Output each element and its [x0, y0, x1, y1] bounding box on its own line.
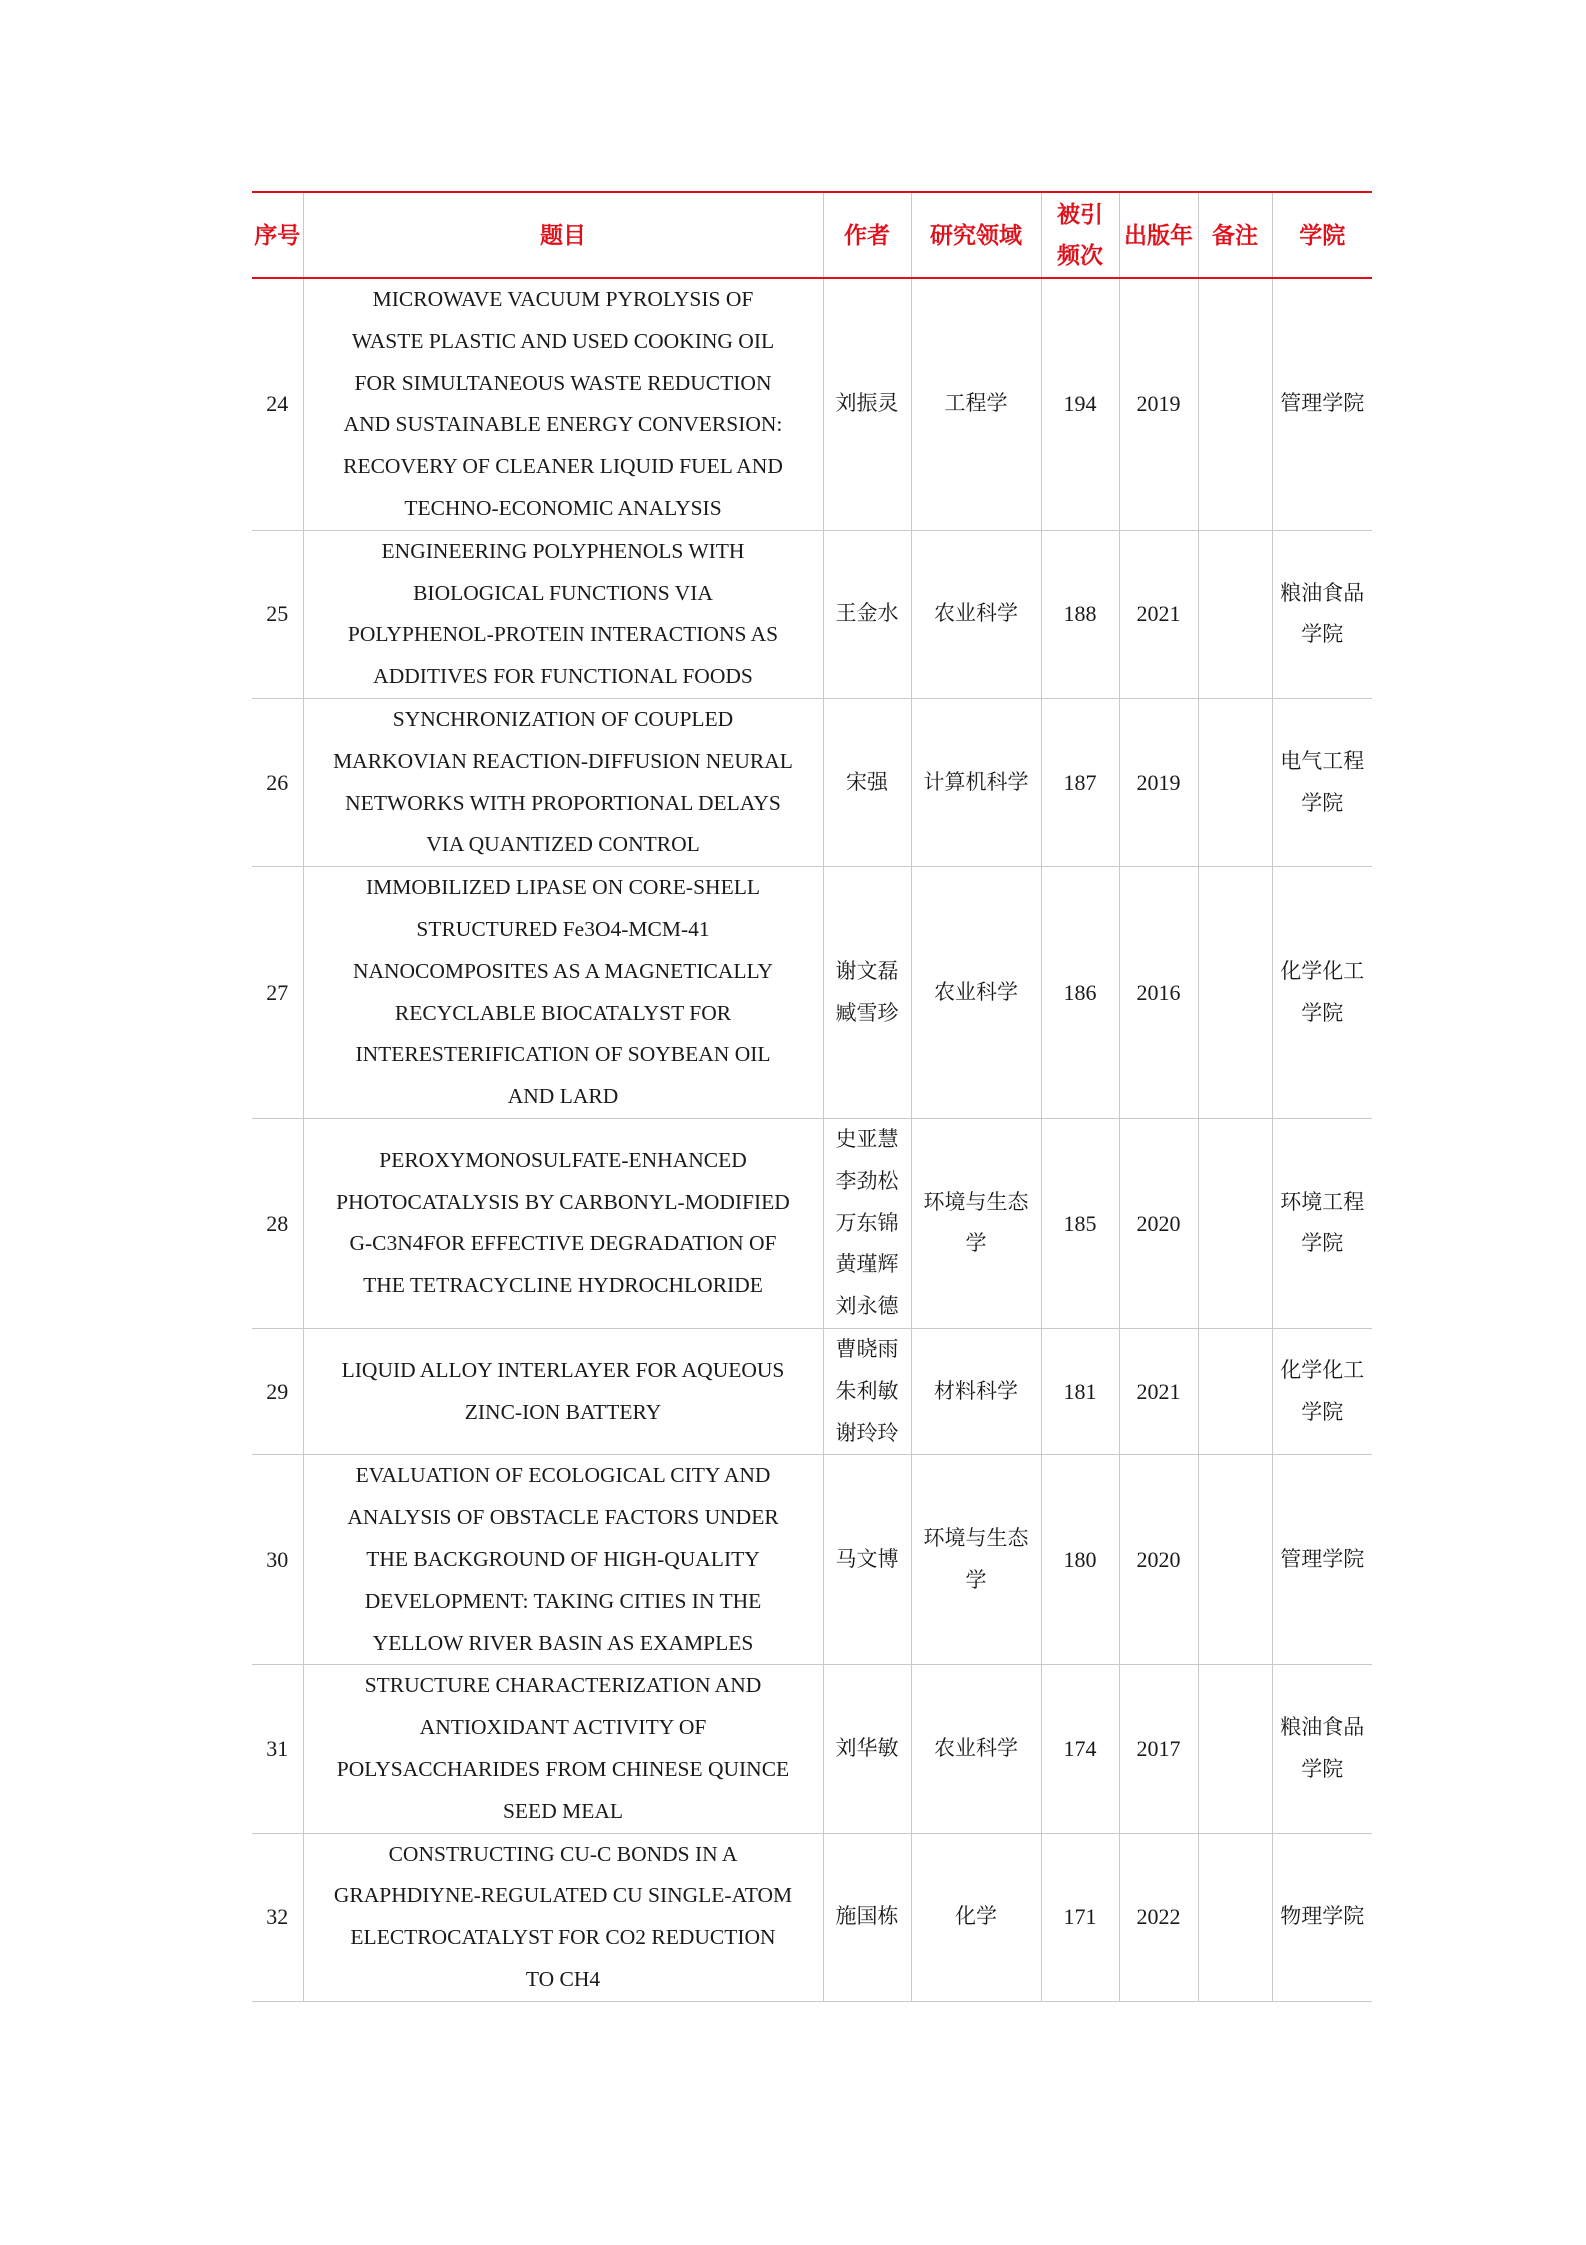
header-citations-line2: 频次	[1057, 243, 1103, 268]
title-line: SEED MEAL	[502, 1798, 624, 1823]
field-line: 农业科学	[934, 601, 1018, 626]
cell-index: 29	[252, 1328, 303, 1454]
school-line: 管理学院	[1280, 1546, 1365, 1571]
title-line: BIOLOGICAL FUNCTIONS VIA	[413, 580, 713, 605]
title-line: FOR SIMULTANEOUS WASTE REDUCTION	[354, 370, 772, 395]
header-row	[252, 192, 1372, 278]
cell-school	[1272, 1833, 1372, 2001]
author-name: 刘华敏	[835, 1736, 899, 1761]
title-line: ADDITIVES FOR FUNCTIONAL FOODS	[373, 664, 753, 689]
title-line: THE BACKGROUND OF HIGH-QUALITY	[366, 1546, 760, 1571]
table-row	[252, 278, 1372, 530]
field-line: 环境与生态	[923, 1189, 1029, 1214]
title-line: ZINC-ION BATTERY	[464, 1399, 662, 1424]
title-line: MARKOVIAN REACTION-DIFFUSION NEURAL	[333, 748, 793, 773]
cell-school	[1272, 1118, 1372, 1328]
header-author: 作者	[823, 192, 911, 278]
cell-title	[303, 698, 823, 866]
cell-index: 27	[252, 867, 303, 1119]
field-line: 计算机科学	[923, 769, 1029, 794]
title-line: PHOTOCATALYSIS BY CARBONYL-MODIFIED	[336, 1189, 790, 1214]
school-line: 管理学院	[1280, 391, 1365, 416]
cell-index: 24	[252, 278, 303, 530]
author-name: 宋强	[846, 769, 888, 794]
cell-field	[911, 1455, 1041, 1665]
author-name: 马文博	[835, 1546, 899, 1571]
title-line: AND SUSTAINABLE ENERGY CONVERSION:	[343, 412, 783, 437]
title-line: TECHNO-ECONOMIC ANALYSIS	[404, 495, 722, 520]
cell-citations: 174	[1041, 1665, 1119, 1833]
cell-note	[1198, 530, 1272, 698]
cell-citations: 188	[1041, 530, 1119, 698]
cell-note	[1198, 698, 1272, 866]
school-line: 电气工程	[1280, 748, 1365, 773]
school-line: 环境工程	[1280, 1189, 1365, 1214]
title-line: YELLOW RIVER BASIN AS EXAMPLES	[372, 1630, 754, 1655]
table-row	[252, 1665, 1372, 1833]
title-line: MICROWAVE VACUUM PYROLYSIS OF	[372, 287, 754, 311]
citation-table	[252, 191, 1372, 2002]
cell-title	[303, 1328, 823, 1454]
school-line: 物理学院	[1280, 1904, 1365, 1929]
title-line: INTERESTERIFICATION OF SOYBEAN OIL	[355, 1042, 771, 1067]
author-name: 刘永德	[835, 1294, 899, 1319]
author-name: 王金水	[835, 601, 899, 626]
title-line: PEROXYMONOSULFATE-ENHANCED	[379, 1147, 747, 1172]
school-line: 粮油食品	[1280, 1715, 1365, 1740]
school-line: 学院	[1301, 1000, 1344, 1025]
cell-author	[823, 867, 911, 1119]
field-line: 材料科学	[934, 1378, 1018, 1403]
cell-index: 31	[252, 1665, 303, 1833]
cell-note	[1198, 1328, 1272, 1454]
cell-title	[303, 1833, 823, 2001]
cell-note	[1198, 1833, 1272, 2001]
cell-note	[1198, 1118, 1272, 1328]
field-line: 学	[965, 1567, 987, 1592]
author-name: 臧雪珍	[835, 1000, 899, 1025]
cell-title	[303, 1665, 823, 1833]
header-year: 出版年	[1119, 192, 1198, 278]
cell-field	[911, 1665, 1041, 1833]
cell-field	[911, 278, 1041, 530]
cell-index: 26	[252, 698, 303, 866]
table-row	[252, 1118, 1372, 1328]
title-line: RECOVERY OF CLEANER LIQUID FUEL AND	[343, 454, 783, 479]
school-line: 学院	[1301, 1399, 1344, 1424]
cell-index: 30	[252, 1455, 303, 1665]
title-line: IMMOBILIZED LIPASE ON CORE-SHELL	[366, 875, 760, 900]
table-row	[252, 698, 1372, 866]
school-line: 化学化工	[1280, 1357, 1365, 1382]
cell-year: 2019	[1119, 698, 1198, 866]
cell-school	[1272, 530, 1372, 698]
cell-citations: 187	[1041, 698, 1119, 866]
title-line: ANTIOXIDANT ACTIVITY OF	[419, 1715, 707, 1740]
cell-citations: 171	[1041, 1833, 1119, 2001]
cell-note	[1198, 867, 1272, 1119]
school-line: 化学化工	[1280, 958, 1365, 983]
cell-year: 2022	[1119, 1833, 1198, 2001]
author-name: 谢文磊	[835, 958, 899, 983]
title-line: VIA QUANTIZED CONTROL	[426, 832, 700, 857]
cell-citations: 186	[1041, 867, 1119, 1119]
title-line: RECYCLABLE BIOCATALYST FOR	[394, 1000, 732, 1025]
cell-field	[911, 1833, 1041, 2001]
table-row	[252, 530, 1372, 698]
cell-title	[303, 1118, 823, 1328]
title-line: POLYPHENOL-PROTEIN INTERACTIONS AS	[347, 622, 779, 647]
cell-school	[1272, 698, 1372, 866]
field-line: 环境与生态	[923, 1526, 1029, 1551]
table-header	[252, 192, 1372, 278]
school-line: 学院	[1301, 1231, 1344, 1256]
cell-field	[911, 530, 1041, 698]
field-line: 化学	[955, 1904, 997, 1929]
table-row	[252, 1455, 1372, 1665]
table-body	[252, 278, 1372, 2001]
title-line: STRUCTURE CHARACTERIZATION AND	[364, 1673, 762, 1698]
title-line: ENGINEERING POLYPHENOLS WITH	[381, 538, 745, 563]
header-title: 题目	[303, 192, 823, 278]
cell-author	[823, 1455, 911, 1665]
cell-author	[823, 278, 911, 530]
cell-year: 2021	[1119, 1328, 1198, 1454]
field-line: 工程学	[944, 391, 1008, 416]
title-line: EVALUATION OF ECOLOGICAL CITY AND	[355, 1463, 771, 1488]
header-citations	[1041, 192, 1119, 278]
author-name: 曹晓雨	[835, 1336, 899, 1361]
title-line: ELECTROCATALYST FOR CO2 REDUCTION	[350, 1925, 776, 1950]
school-line: 学院	[1301, 1756, 1344, 1781]
cell-author	[823, 698, 911, 866]
title-line: AND LARD	[507, 1084, 619, 1109]
author-name: 李劲松	[835, 1168, 899, 1193]
cell-year: 2016	[1119, 867, 1198, 1119]
cell-index: 28	[252, 1118, 303, 1328]
school-line: 学院	[1301, 790, 1344, 815]
cell-school	[1272, 1455, 1372, 1665]
title-line: CONSTRUCTING CU-C BONDS IN A	[388, 1841, 738, 1866]
field-line: 学	[965, 1231, 987, 1256]
cell-author	[823, 1665, 911, 1833]
title-line: GRAPHDIYNE-REGULATED CU SINGLE-ATOM	[333, 1883, 793, 1908]
cell-author	[823, 1833, 911, 2001]
school-line: 学院	[1301, 622, 1344, 647]
header-note: 备注	[1198, 192, 1272, 278]
cell-year: 2021	[1119, 530, 1198, 698]
author-name: 施国栋	[835, 1904, 899, 1929]
cell-note	[1198, 278, 1272, 530]
header-citations-line1: 被引	[1057, 202, 1103, 227]
cell-title	[303, 278, 823, 530]
cell-school	[1272, 278, 1372, 530]
author-name: 朱利敏	[835, 1378, 899, 1403]
author-name: 刘振灵	[835, 391, 899, 416]
cell-year: 2019	[1119, 278, 1198, 530]
cell-citations: 180	[1041, 1455, 1119, 1665]
school-line: 粮油食品	[1280, 580, 1365, 605]
cell-field	[911, 1328, 1041, 1454]
cell-note	[1198, 1455, 1272, 1665]
cell-author	[823, 530, 911, 698]
title-line: G-C3N4FOR EFFECTIVE DEGRADATION OF	[349, 1231, 777, 1256]
cell-field	[911, 698, 1041, 866]
title-line: STRUCTURED Fe3O4-MCM-41	[416, 916, 710, 941]
cell-title	[303, 530, 823, 698]
title-line: THE TETRACYCLINE HYDROCHLORIDE	[363, 1273, 763, 1298]
title-line: NANOCOMPOSITES AS A MAGNETICALLY	[352, 958, 774, 983]
title-line: WASTE PLASTIC AND USED COOKING OIL	[351, 328, 775, 353]
cell-author	[823, 1118, 911, 1328]
cell-year: 2020	[1119, 1118, 1198, 1328]
title-line: POLYSACCHARIDES FROM CHINESE QUINCE	[336, 1756, 790, 1781]
cell-author	[823, 1328, 911, 1454]
title-line: ANALYSIS OF OBSTACLE FACTORS UNDER	[347, 1505, 779, 1530]
cell-school	[1272, 1665, 1372, 1833]
cell-title	[303, 1455, 823, 1665]
author-name: 万东锦	[835, 1210, 899, 1235]
cell-year: 2020	[1119, 1455, 1198, 1665]
title-line: NETWORKS WITH PROPORTIONAL DELAYS	[345, 790, 781, 815]
cell-school	[1272, 867, 1372, 1119]
cell-school	[1272, 1328, 1372, 1454]
title-line: SYNCHRONIZATION OF COUPLED	[392, 706, 734, 731]
title-line: DEVELOPMENT: TAKING CITIES IN THE	[364, 1588, 762, 1613]
cell-citations: 185	[1041, 1118, 1119, 1328]
cell-citations: 181	[1041, 1328, 1119, 1454]
author-name: 黄瑾辉	[835, 1252, 899, 1277]
title-line: TO CH4	[525, 1966, 601, 1991]
header-index: 序号	[252, 192, 303, 278]
author-name: 史亚慧	[835, 1126, 899, 1151]
header-school: 学院	[1272, 192, 1372, 278]
table-row	[252, 1833, 1372, 2001]
cell-index: 25	[252, 530, 303, 698]
author-name: 谢玲玲	[835, 1420, 899, 1445]
header-field: 研究领域	[911, 192, 1041, 278]
cell-field	[911, 1118, 1041, 1328]
cell-note	[1198, 1665, 1272, 1833]
table-row	[252, 867, 1372, 1119]
field-line: 农业科学	[934, 979, 1018, 1004]
cell-title	[303, 867, 823, 1119]
cell-field	[911, 867, 1041, 1119]
cell-year: 2017	[1119, 1665, 1198, 1833]
cell-citations: 194	[1041, 278, 1119, 530]
field-line: 农业科学	[934, 1736, 1018, 1761]
cell-index: 32	[252, 1833, 303, 2001]
table-row	[252, 1328, 1372, 1454]
title-line: LIQUID ALLOY INTERLAYER FOR AQUEOUS	[341, 1357, 785, 1382]
